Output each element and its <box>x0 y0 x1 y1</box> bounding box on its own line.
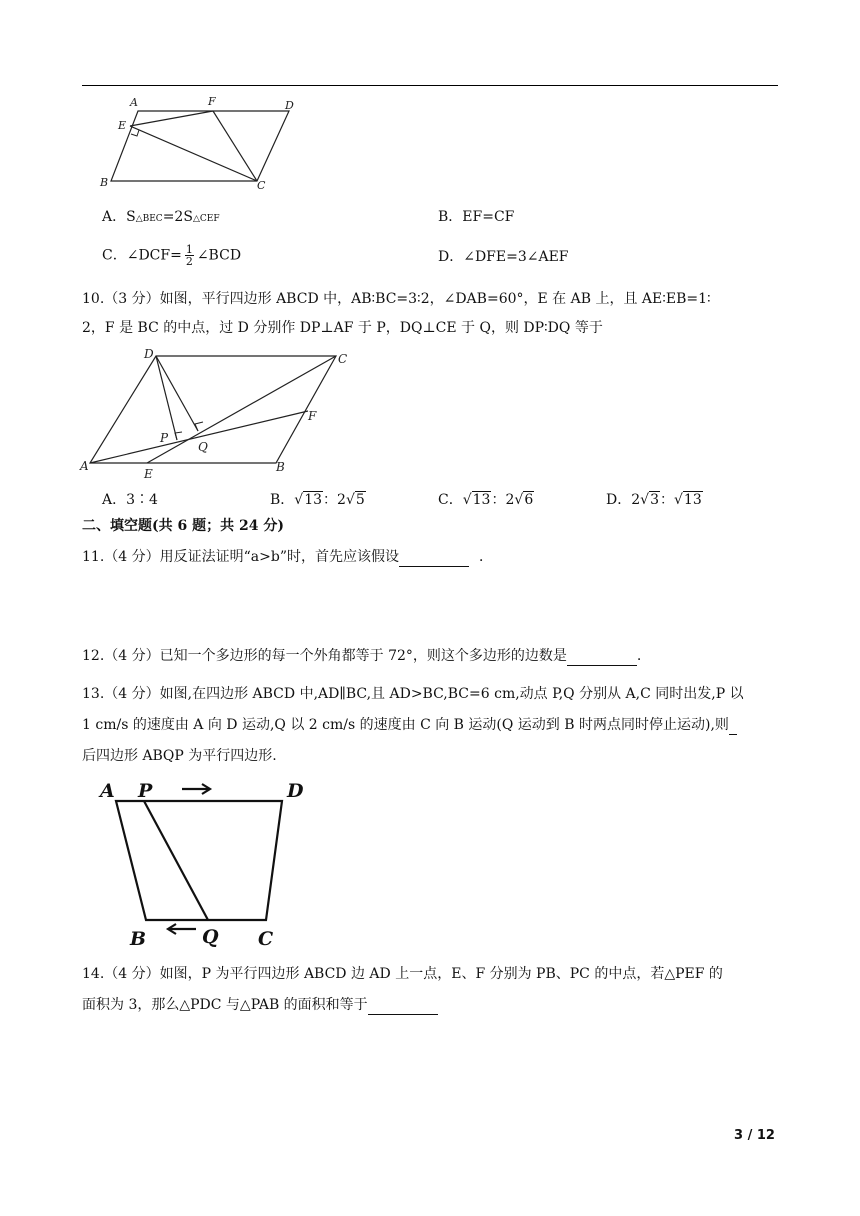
q9-label-b: B <box>100 176 109 189</box>
q13-label-c: C <box>258 928 274 950</box>
fraction: $\frac{1}{2}$ <box>185 243 193 268</box>
q10-text-line1: 10.（3 分）如图，平行四边形 ABCD 中，AB∶BC=3∶2，∠DAB=60°，E 在 AB 上，且 AE∶EB=1∶ <box>82 291 711 307</box>
q9-option-d: D．∠DFE=3∠AEF <box>438 249 569 265</box>
q10-label-d: D <box>144 347 154 361</box>
q10-label-p: P <box>160 431 169 445</box>
q10-label-q: Q <box>198 440 208 454</box>
q11-text: 11.（4 分）用反证法证明“a>b”时，首先应该假设 ． <box>82 549 493 565</box>
q10-label-b: B <box>276 460 285 474</box>
q10-option-c: C．√13：2√6 <box>438 492 534 508</box>
answer-blank <box>399 566 469 567</box>
q13-label-q: Q <box>202 926 219 948</box>
q10-label-a: A <box>80 459 89 473</box>
q10-text-line2: 2，F 是 BC 的中点，过 D 分别作 DP⊥AF 于 P，DQ⊥CE 于 Q，则 DP∶DQ 等于 <box>82 320 603 336</box>
q14-text-line1: 14.（4 分）如图，P 为平行四边形 ABCD 边 AD 上一点，E、F 分别为 PB、PC 的中点，若△PEF 的 <box>82 966 723 982</box>
q9-label-e: E <box>118 119 127 132</box>
answer-blank <box>729 734 737 735</box>
q14-text-line2: 面积为 3，那么△PDC 与△PAB 的面积和等于 <box>82 995 438 1015</box>
q9-option-a: A．S△BEC=2S△CEF <box>102 209 220 225</box>
q10-label-f: F <box>308 409 317 423</box>
q9-figure <box>95 92 310 192</box>
header-rule <box>82 85 778 86</box>
page-number: 3 / 12 <box>734 1128 775 1143</box>
q13-figure <box>98 775 304 950</box>
section-title: 二、填空题(共 6 题；共 24 分) <box>82 518 284 534</box>
q10-label-e: E <box>144 467 153 481</box>
q13-label-a: A <box>100 780 115 802</box>
q13-text-line2: 1 cm/s 的速度由 A 向 D 运动,Q 以 2 cm/s 的速度由 C 向 B 运动(Q 运动到 B 时两点同时停止运动),则 <box>82 715 737 735</box>
q9-label-f: F <box>208 95 216 108</box>
answer-blank <box>368 1014 438 1015</box>
q13-text-line1: 13.（4 分）如图,在四边形 ABCD 中,AD∥BC,且 AD>BC,BC=6 cm,动点 P,Q 分别从 A,C 同时出发,P 以 <box>82 686 744 702</box>
q13-label-p: P <box>138 780 153 802</box>
q13-text-line3: 后四边形 ABQP 为平行四边形. <box>82 748 277 764</box>
q9-label-c: C <box>257 179 266 192</box>
q13-label-b: B <box>130 928 147 950</box>
q10-option-a: A．3∶4 <box>102 492 158 508</box>
q9-option-b: B．EF=CF <box>438 209 515 225</box>
q10-option-b: B．√13：2√5 <box>270 492 365 508</box>
q9-label-a: A <box>130 96 138 109</box>
q10-option-d: D．2√3：√13 <box>606 492 702 508</box>
answer-blank <box>567 665 637 666</box>
q9-option-c: C．∠DCF= $\frac{1}{2}$ ∠BCD <box>102 243 242 268</box>
q13-label-d: D <box>287 780 304 802</box>
q10-label-c: C <box>338 352 348 366</box>
q9-label-d: D <box>285 99 294 112</box>
q10-figure <box>78 343 358 481</box>
q12-text: 12.（4 分）已知一个多边形的每一个外角都等于 72°，则这个多边形的边数是 . <box>82 648 642 664</box>
